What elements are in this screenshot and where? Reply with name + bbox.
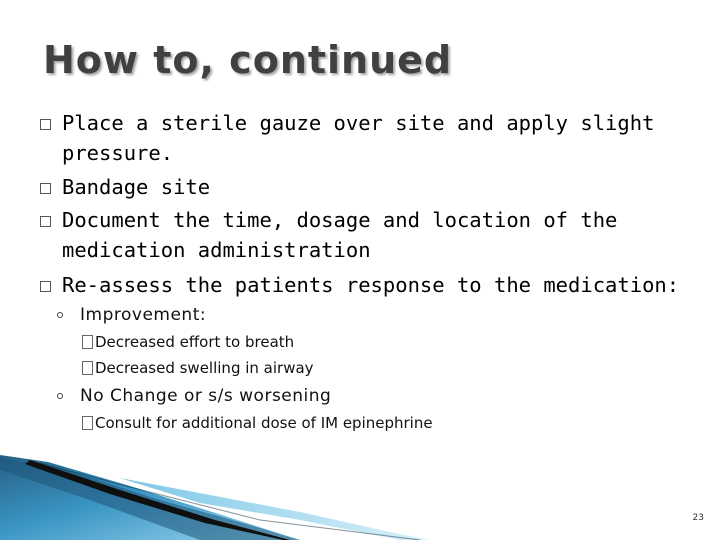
square-bullet-icon <box>40 183 51 194</box>
square-bullet-icon <box>40 216 51 227</box>
sub-sub-bullet-item <box>82 331 294 353</box>
circle-bullet-icon <box>57 393 63 399</box>
square-bullet-icon <box>40 281 51 292</box>
bullet-text: Re-assess the patients response to the medication: <box>62 273 680 297</box>
bullet-text: Bandage site <box>62 175 211 199</box>
circle-bullet-icon <box>57 312 63 318</box>
sub-sub-bullet-item <box>82 357 314 379</box>
square-bullet-icon <box>40 119 51 130</box>
missing-glyph-icon <box>82 416 93 430</box>
slide-title: How to, continued <box>43 38 453 82</box>
sub-sub-bullet-text: Decreased effort to breath <box>95 333 295 351</box>
sub-bullet-text: Improvement: <box>80 305 207 325</box>
sub-sub-bullet-text: Consult for additional dose of IM epinephrine <box>95 414 433 432</box>
sub-sub-bullet-item <box>82 412 433 434</box>
missing-glyph-icon <box>82 361 93 375</box>
sub-sub-bullet-text: Decreased swelling in airway <box>95 359 314 377</box>
missing-glyph-icon <box>82 335 93 349</box>
bullet-text: Place a sterile gauze over site and apply slight <box>62 111 655 135</box>
bullet-text: Document the time, dosage and location of the <box>62 208 618 232</box>
sub-bullet-text: No Change or s/s worsening <box>80 386 332 406</box>
bullet-text: medication administration <box>62 238 371 262</box>
page-number: 23 <box>692 513 704 523</box>
bullet-text: pressure. <box>62 141 174 165</box>
